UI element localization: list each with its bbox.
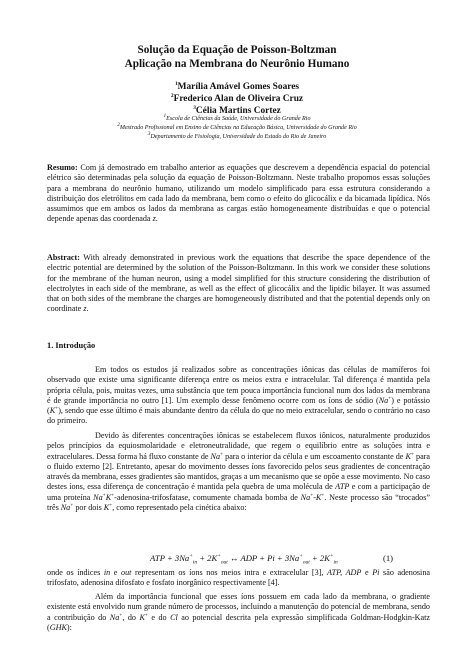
affiliation-2: $^2$Mestrado Profissional em Ensino de Ciências na Educação Básica, Universidade do Grande Rio	[117, 121, 357, 131]
intro-paragraph-2: Devido às diferentes concentrações iônicas se estabelecem fluxos iônicos, naturalmente produzidos pelos princípios da equiosmolaridade e eletroneutralidade, que regem o equilíbrio entre as soluções intra e extracelulares. Dessa forma há fluxo constante de Na+ para o interior da célula e um escoamento constante de K+ para o fluido externo [2]. Entretanto, apesar do movimento desses íons favorecido pelos seus gradientes de concentração através da membrana, esses gradientes são mantidos, graças a um mecanismo que se opõe a esse movimento. No caso destes íons, essa diferença de concentração é mantida pela quebra de uma molécula de ATP e com a participação de uma proteína Na+K+-adenosina-trifosfatase, comumente chamada bomba de Na+-K+. Neste processo são “trocados” três Na+ por dois K+, como representado pela cinética abaixo:	[47, 431, 431, 513]
abstract-label: Abstract:	[47, 253, 80, 262]
resumo-paragraph: Resumo: Com já demostrado em trabalho anterior as equações que descrevem a dependência espacial do potencial elétrico são determinadas pela solução da equação de Poisson-Boltzmann. Neste trabalho propomos essas soluções para a membrana do neurônio humano, utilizando um modelo simplificado para essa estrutura considerando a distribuição dos eletrólitos em cada lado da membrana, bem como o efeito do glicocálix e da bicamada lipídica. Nós assumimos que em ambos os lados da membrana as cargas estão homogeneamente distribuídas e que o potencial depende apenas das coordenada z.	[47, 163, 430, 224]
section-heading-introducao: 1. Introdução	[47, 341, 96, 350]
paper-title-line-2: Aplicação na Membrana do Neurônio Humano	[124, 58, 350, 70]
paper-title-line-1: Solução da Equação de Poisson-Boltzman	[137, 44, 337, 56]
abstract-paragraph: Abstract: With already demonstrated in previous work the equations that describe the space dependence of the electric potential are determined by the solution of the Poisson-Boltzmann. In this work we consider these solutions for the membrane of the human neuron, using a model simplified for this structure considering the distribution of electrolytes in each side of the membrane, as well as the effect of glicocálix and the lipidic bilayer. It was assumed that on both sides of the membrane the charges are homogeneously distributed and that the potential depends only on coordinate z.	[47, 253, 430, 314]
intro-paragraph-4: Além da importância funcional que esses íons possuem em cada lado da membrana, o gradiente existente está envolvido num grande número de processos, incluindo a manutenção do potencial de membrana, sendo a contribuição do Na+, do K+ e do Cl ao potencial descrita pela expressão simplificada Goldman-Hodgkin-Katz (GHK):	[47, 592, 430, 632]
author-3: $^3$Célia Martins Cortez	[193, 104, 281, 116]
intro-paragraph-1: Em todos os estudos já realizados sobre as concentrações iônicas das células de mamíferos foi observado que existe uma significante diferença entre os meios extra e intracelular. Tal diferença é mantida pela própria célula, pois, muitas vezes, uma substância que tem pouca importância funcional num dos lados da membrana é de grande importância no outro [1]. Um exemplo desse fenômeno ocorre com os íons de sódio (Na+) e potássio (K+), sendo que esse último é mais abundante dentro da célula do que no meio extracelular, sendo o contrário no caso do primeiro.	[47, 365, 430, 426]
resumo-label: Resumo:	[47, 163, 78, 172]
author-1: $^1$Marília Amável Gomes Soares	[174, 80, 300, 92]
equation-1-body: ATP + $3Na^+_{in} + 2K^+_{out}$ ↔ ADP + $Pi + 3Na^+_{out} + 2K^+_{in}$	[150, 553, 338, 566]
author-2: $^2$Frederico Alan de Oliveira Cruz	[170, 92, 304, 104]
affiliation-1: $^1$Escola de Ciências da Saúde, Universidade do Grande Rio	[163, 112, 311, 122]
affiliation-3: $^3$Departamento de Fisiologia, Universidade do Estado do Rio de Janeiro	[147, 130, 327, 140]
intro-paragraph-3: onde os índices in e out representam os íons nos meios intra e extracelular [3], ATP, ADP e Pi são adenosina trifosfato, adenosina difosfato e fosfato inorgânico respectivamente [4].	[47, 568, 430, 588]
equation-1-number: (1)	[383, 553, 394, 563]
